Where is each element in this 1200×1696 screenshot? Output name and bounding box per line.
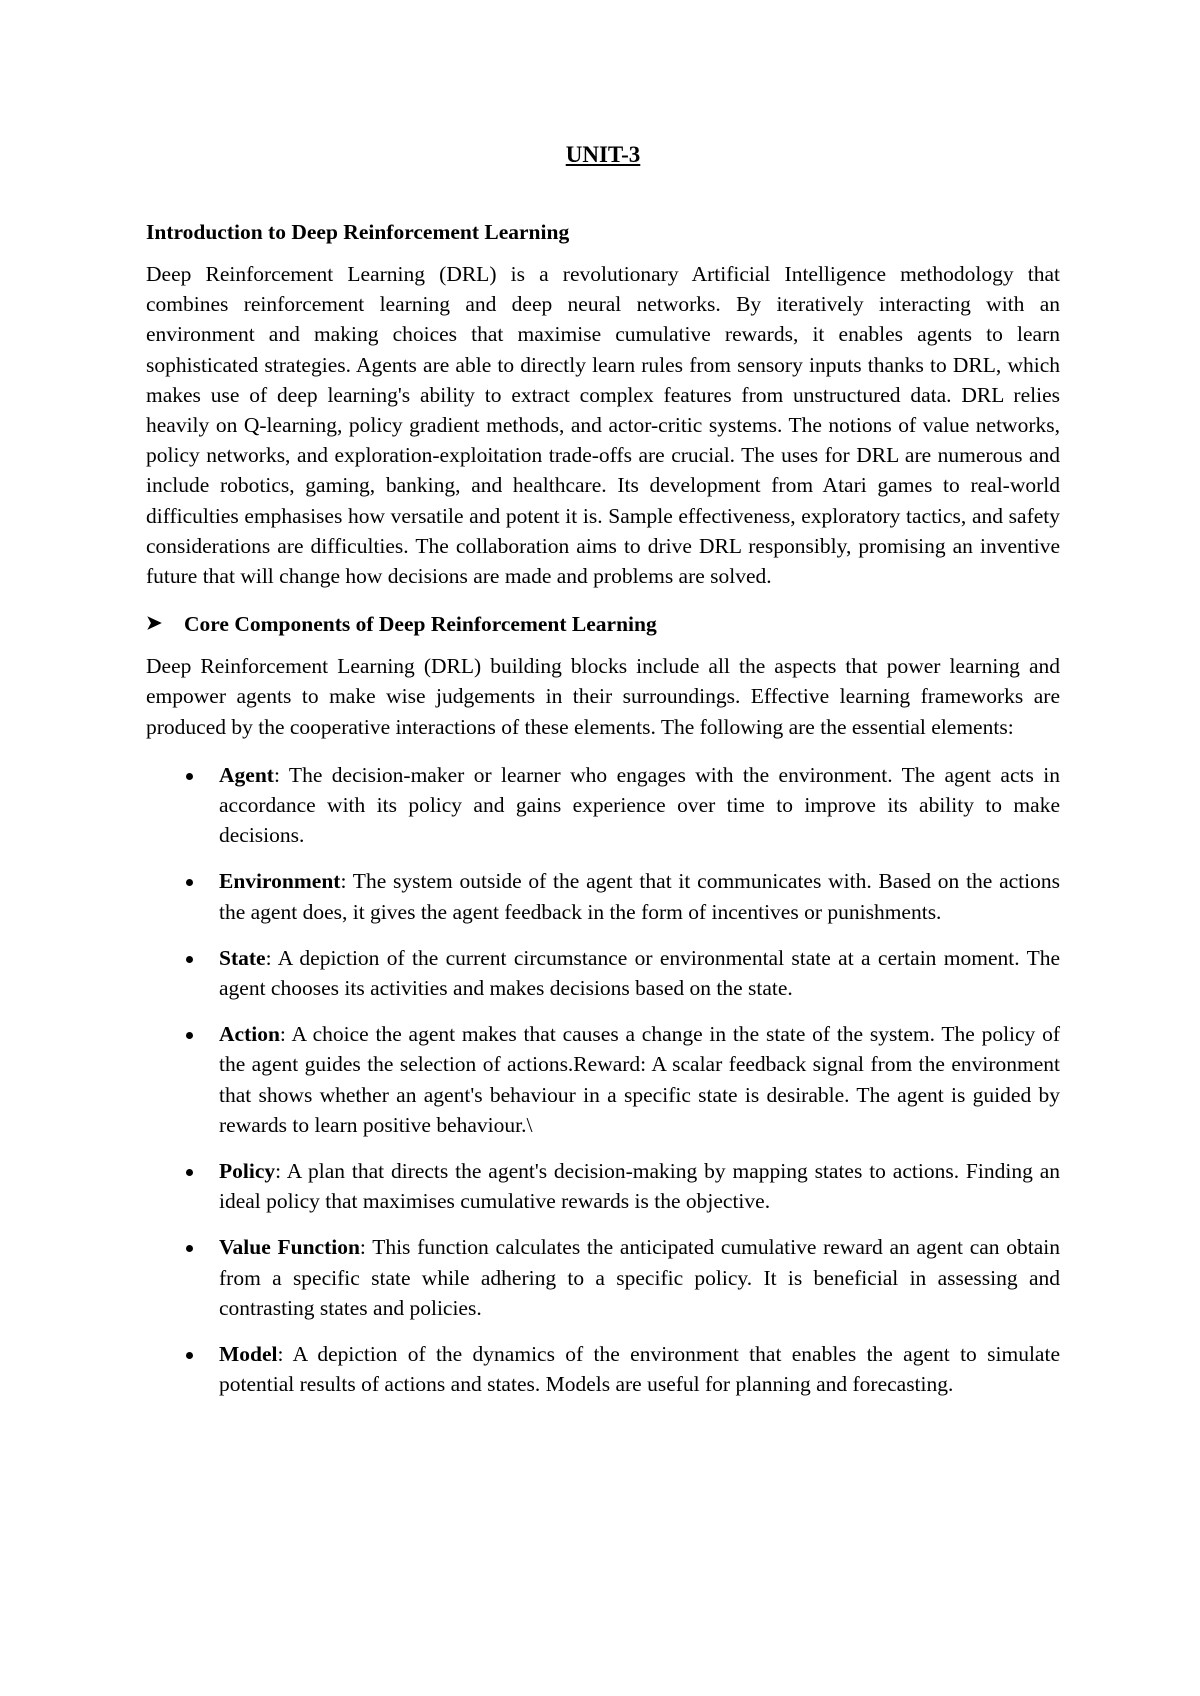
component-description: : A choice the agent makes that causes a change in the state of the system. The policy of the agent guides the selection of actions.Reward: A scalar feedback signal from the environment that shows whether an agent's behaviour in a specific state is desirable. The agent is guided by rewards to learn positive behaviour.\ [219,1022,1060,1137]
list-item [146,943,1060,1003]
component-term: State [219,945,266,970]
document-page [146,140,1060,1416]
bullet-dot-icon [186,879,193,886]
list-item [146,1019,1060,1140]
component-description: : A plan that directs the agent's decision-making by mapping states to actions. Finding an ideal policy that maximises cumulative rewards is the objective. [219,1159,1060,1214]
core-components-heading [146,609,1060,639]
bullet-dot-icon [186,1245,193,1252]
component-description: : A depiction of the dynamics of the environment that enables the agent to simulate potential results of actions and states. Models are useful for planning and forecasting. [219,1342,1060,1397]
components-list [146,760,1060,1400]
core-components-heading-text: Core Components of Deep Reinforcement Learning [184,612,657,637]
list-item [146,1156,1060,1216]
component-term: Agent [219,762,274,787]
bullet-dot-icon [186,1169,193,1176]
component-term: Policy [219,1159,276,1184]
component-term: Model [219,1342,278,1367]
component-description: : A depiction of the current circumstance or environmental state at a certain moment. The agent chooses its activities and makes decisions based on the state. [219,945,1060,1001]
intro-heading: Introduction to Deep Reinforcement Learning [146,220,570,244]
arrow-bullet-icon: ➤ [146,613,162,635]
core-components-paragraph: Deep Reinforcement Learning (DRL) building blocks include all the aspects that power learning and empower agents to make wise judgements in their surroundings. Effective learning frameworks are produced by the cooperative interactions of these elements. The following are the essential elements: [146,654,1060,739]
list-item [146,760,1060,851]
bullet-dot-icon [186,1032,193,1039]
component-term: Environment [219,869,341,894]
list-item [146,866,1060,926]
unit-title: UNIT-3 [565,142,641,167]
component-term: Value Function [219,1235,360,1260]
component-description: : The system outside of the agent that it communicates with. Based on the actions the agent does, it gives the agent feedback in the form of incentives or punishments. [219,869,1060,924]
list-item [146,1232,1060,1323]
bullet-dot-icon [186,956,193,963]
bullet-dot-icon [186,1352,193,1359]
list-item [146,1339,1060,1399]
intro-paragraph: Deep Reinforcement Learning (DRL) is a revolutionary Artificial Intelligence methodology that combines reinforcement learning and deep neural networks. By iteratively interacting with an environment and making choices that maximise cumulative rewards, it enables agents to learn sophisticated strategies. Agents are able to directly learn rules from sensory inputs thanks to DRL, which makes use of deep learning's ability to extract complex features from unstructured data. DRL relies heavily on Q-learning, policy gradient methods, and actor-critic systems. The notions of value networks, policy networks, and exploration-exploitation trade-offs are crucial. The uses for DRL are numerous and include robotics, gaming, banking, and healthcare. Its development from Atari games to real-world difficulties emphasises how versatile and potent it is. Sample effectiveness, exploratory tactics, and safety considerations are difficulties. The collaboration aims to drive DRL responsibly, promising an inventive future that will change how decisions are made and problems are solved. [146,262,1060,589]
component-description: : This function calculates the anticipated cumulative reward an agent can obtain from a specific state while adhering to a specific policy. It is beneficial in assessing and contrasting states and policies. [219,1235,1060,1320]
component-term: Action [219,1022,280,1047]
bullet-dot-icon [186,773,193,780]
component-description: : The decision-maker or learner who engages with the environment. The agent acts in accordance with its policy and gains experience over time to improve its ability to make decisions. [219,762,1060,848]
